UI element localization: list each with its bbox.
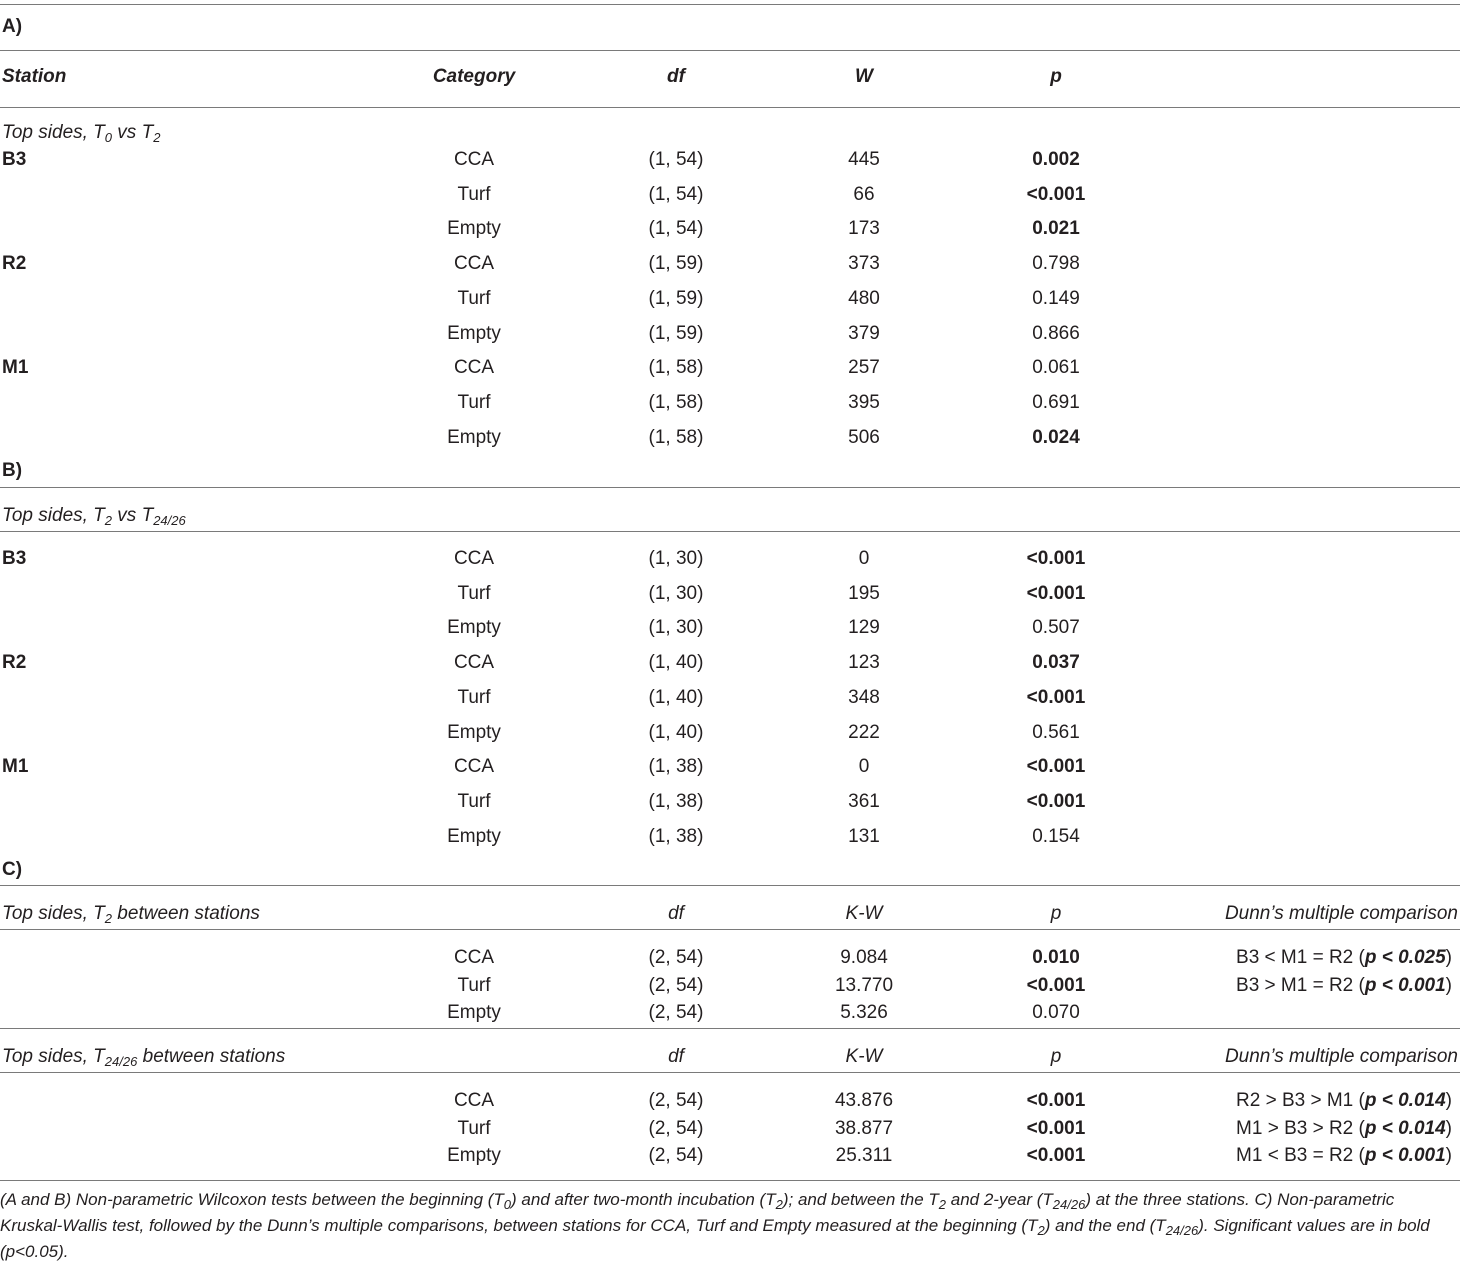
p-value-cell: 0.021 <box>1032 218 1080 240</box>
df-cell: (1, 58) <box>648 426 704 448</box>
category-cell: Turf <box>457 1117 491 1139</box>
df-cell: (2, 54) <box>648 947 704 968</box>
category-cell: Empty <box>447 218 501 240</box>
w-cell: 0 <box>858 548 870 569</box>
df-cell: (2, 54) <box>648 1145 704 1166</box>
kw-cell: 25.311 <box>835 1145 893 1166</box>
station-cell: M1 <box>2 357 29 379</box>
df-cell: (1, 54) <box>648 183 704 205</box>
p-value-cell: 0.154 <box>1032 825 1080 847</box>
rule-c-top <box>0 885 1460 886</box>
w-cell: 361 <box>848 790 880 812</box>
kw-cell: 38.877 <box>834 1117 894 1139</box>
p-value-cell: <0.001 <box>1026 790 1086 812</box>
dunn-p-value: p < 0.014 <box>1364 1117 1446 1139</box>
p-value-cell: 0.037 <box>1032 652 1080 674</box>
p-value-cell: 0.866 <box>1032 322 1080 344</box>
c2-header-kw: K-W <box>845 1046 883 1067</box>
p-value-cell: <0.001 <box>1026 756 1086 778</box>
w-cell: 373 <box>848 253 880 275</box>
category-cell: CCA <box>453 1090 495 1111</box>
category-cell: Turf <box>457 974 491 996</box>
category-cell: Empty <box>447 426 501 448</box>
category-cell: Turf <box>457 790 491 812</box>
rule-bottom <box>0 1180 1460 1181</box>
p-value-cell: <0.001 <box>1026 1145 1086 1166</box>
p-value-cell: <0.001 <box>1026 974 1086 996</box>
w-cell: 445 <box>848 149 880 170</box>
w-cell: 66 <box>853 183 875 205</box>
df-cell: (2, 54) <box>648 1090 704 1111</box>
dunn-relation: B3 < M1 = R2 ( <box>1236 947 1365 968</box>
p-value-cell: <0.001 <box>1026 582 1086 604</box>
dunn-relation: M1 > B3 > R2 ( <box>1236 1117 1365 1139</box>
df-cell: (1, 38) <box>648 756 704 778</box>
p-value-cell: <0.001 <box>1026 686 1086 708</box>
df-cell: (1, 40) <box>648 652 704 674</box>
dunn-close: ) <box>1445 947 1452 968</box>
df-cell: (1, 59) <box>648 253 704 275</box>
section-b-subtitle: Top sides, $T_2$ vs $T_{24/26}$ <box>2 505 186 528</box>
w-cell: 480 <box>848 287 880 309</box>
df-cell: (1, 30) <box>648 548 704 569</box>
category-cell: Empty <box>447 1002 501 1023</box>
category-cell: Turf <box>457 183 491 205</box>
rule-c2-top <box>0 1028 1460 1029</box>
df-cell: (1, 30) <box>648 617 704 639</box>
df-cell: (1, 58) <box>648 357 704 379</box>
w-cell: 395 <box>848 391 880 413</box>
category-cell: CCA <box>453 652 495 674</box>
category-cell: Turf <box>457 582 491 604</box>
df-cell: (2, 54) <box>648 974 704 996</box>
dunn-comparison-cell <box>1236 1118 1452 1140</box>
w-cell: 506 <box>848 426 880 448</box>
header-station: Station <box>2 66 67 87</box>
station-cell: R2 <box>2 652 27 674</box>
dunn-close: ) <box>1445 1117 1452 1139</box>
dunn-close: ) <box>1445 1090 1452 1111</box>
kw-cell: 5.326 <box>840 1002 888 1023</box>
w-cell: 173 <box>848 218 880 240</box>
w-cell: 0 <box>858 756 870 778</box>
dunn-p-value: p < 0.001 <box>1364 974 1446 996</box>
p-value-cell: 0.691 <box>1032 391 1080 413</box>
df-cell: (1, 59) <box>648 287 704 309</box>
station-cell: R2 <box>2 253 27 275</box>
section-c2-title: Top sides, $T_{24/26}$ between stations <box>2 1046 286 1069</box>
category-cell: Empty <box>447 1145 501 1166</box>
rule-b-sub-bottom <box>0 531 1460 532</box>
rule-a-header-bottom <box>0 107 1460 108</box>
w-cell: 131 <box>848 825 880 847</box>
station-cell: M1 <box>2 756 29 778</box>
dunn-comparison-cell <box>1236 1090 1452 1112</box>
station-cell: B3 <box>2 548 27 569</box>
p-value-cell: 0.002 <box>1032 149 1080 170</box>
rule-c1-header-bottom <box>0 929 1460 930</box>
dunn-close: ) <box>1445 974 1452 996</box>
p-value-cell: 0.024 <box>1032 426 1080 448</box>
df-cell: (2, 54) <box>648 1002 704 1023</box>
kw-cell: 13.770 <box>834 974 894 996</box>
rule-c2-header-bottom <box>0 1072 1460 1073</box>
dunn-relation: M1 < B3 = R2 ( <box>1236 1145 1365 1166</box>
p-value-cell: 0.061 <box>1032 357 1080 379</box>
df-cell: (1, 38) <box>648 790 704 812</box>
dunn-p-value: p < 0.025 <box>1364 947 1446 968</box>
category-cell: CCA <box>453 357 495 379</box>
section-c-label: C) <box>2 859 23 880</box>
p-value-cell: 0.070 <box>1032 1002 1080 1023</box>
p-value-cell: <0.001 <box>1026 183 1086 205</box>
header-p: p <box>1050 66 1062 87</box>
section-a-label: A) <box>2 16 23 37</box>
p-value-cell: 0.507 <box>1032 617 1080 639</box>
kw-cell: 43.876 <box>834 1090 894 1111</box>
section-a-subtitle: Top sides, $T_0$ vs $T_2$ <box>2 122 161 145</box>
category-cell: Turf <box>457 287 491 309</box>
header-w: W <box>855 66 873 87</box>
dunn-relation: R2 > B3 > M1 ( <box>1236 1090 1365 1111</box>
df-cell: (1, 40) <box>648 721 704 743</box>
dunn-close: ) <box>1445 1145 1452 1166</box>
dunn-comparison-cell <box>1236 1145 1452 1167</box>
category-cell: Turf <box>457 391 491 413</box>
c1-header-p: p <box>1050 903 1062 924</box>
kw-cell: 9.084 <box>840 947 888 968</box>
c2-header-df: df <box>668 1046 684 1067</box>
category-cell: CCA <box>453 548 495 569</box>
w-cell: 195 <box>848 582 880 604</box>
p-value-cell: <0.001 <box>1026 1090 1086 1111</box>
category-cell: Empty <box>447 721 501 743</box>
category-cell: Empty <box>447 617 501 639</box>
category-cell: CCA <box>453 149 495 170</box>
w-cell: 257 <box>848 357 880 379</box>
rule-b-top <box>0 487 1460 488</box>
df-cell: (1, 58) <box>648 391 704 413</box>
df-cell: (1, 38) <box>648 825 704 847</box>
c1-header-dunn: Dunn’s multiple comparison <box>1224 903 1458 924</box>
w-cell: 222 <box>848 721 880 743</box>
dunn-p-value: p < 0.014 <box>1364 1090 1446 1111</box>
p-value-cell: <0.001 <box>1026 1117 1086 1139</box>
station-cell: B3 <box>2 149 27 170</box>
rule-top <box>0 4 1460 5</box>
dunn-relation: B3 > M1 = R2 ( <box>1236 974 1365 996</box>
section-b-label: B) <box>2 460 23 481</box>
p-value-cell: <0.001 <box>1026 548 1086 569</box>
c2-header-dunn: Dunn’s multiple comparison <box>1224 1046 1458 1067</box>
dunn-p-value: p < 0.001 <box>1364 1145 1446 1166</box>
df-cell: (1, 54) <box>648 149 704 170</box>
p-value-cell: 0.149 <box>1032 287 1080 309</box>
category-cell: CCA <box>453 253 495 275</box>
category-cell: CCA <box>453 756 495 778</box>
p-value-cell: 0.798 <box>1032 253 1080 275</box>
df-cell: (1, 54) <box>648 218 704 240</box>
table-footnote: (A and B) Non-parametric Wilcoxon tests between the beginning $(T_0)$ and after two-month incubation $(T_2)$; and between the $T_2$ and 2-year $(T_{24/26})$ at the three stations. C) Non-parametric Kruskal-Wallis test, followed by the Dunn’s multiple comparisons, between stations for CCA, Turf and Empty measured at the beginning $(T_2)$ and the end $(T_{24/26})$. Significant values are in bold (p<0.05). <box>0 1190 1430 1261</box>
c1-header-kw: K-W <box>845 903 883 924</box>
p-value-cell: 0.010 <box>1032 947 1080 968</box>
w-cell: 348 <box>848 686 880 708</box>
category-cell: Empty <box>447 825 501 847</box>
df-cell: (2, 54) <box>648 1117 704 1139</box>
c1-header-df: df <box>668 903 684 924</box>
w-cell: 123 <box>848 652 880 674</box>
category-cell: CCA <box>453 947 495 968</box>
rule-a-header-top <box>0 50 1460 51</box>
category-cell: Turf <box>457 686 491 708</box>
p-value-cell: 0.561 <box>1032 721 1080 743</box>
section-c1-title: Top sides, $T_2$ between stations <box>2 903 260 926</box>
w-cell: 379 <box>848 322 880 344</box>
df-cell: (1, 30) <box>648 582 704 604</box>
dunn-comparison-cell <box>1236 947 1452 969</box>
dunn-comparison-cell <box>1236 975 1452 997</box>
category-cell: Empty <box>447 322 501 344</box>
df-cell: (1, 40) <box>648 686 704 708</box>
df-cell: (1, 59) <box>648 322 704 344</box>
header-df: df <box>667 66 685 87</box>
c2-header-p: p <box>1050 1046 1062 1067</box>
w-cell: 129 <box>848 617 880 639</box>
header-category: Category <box>432 66 516 87</box>
